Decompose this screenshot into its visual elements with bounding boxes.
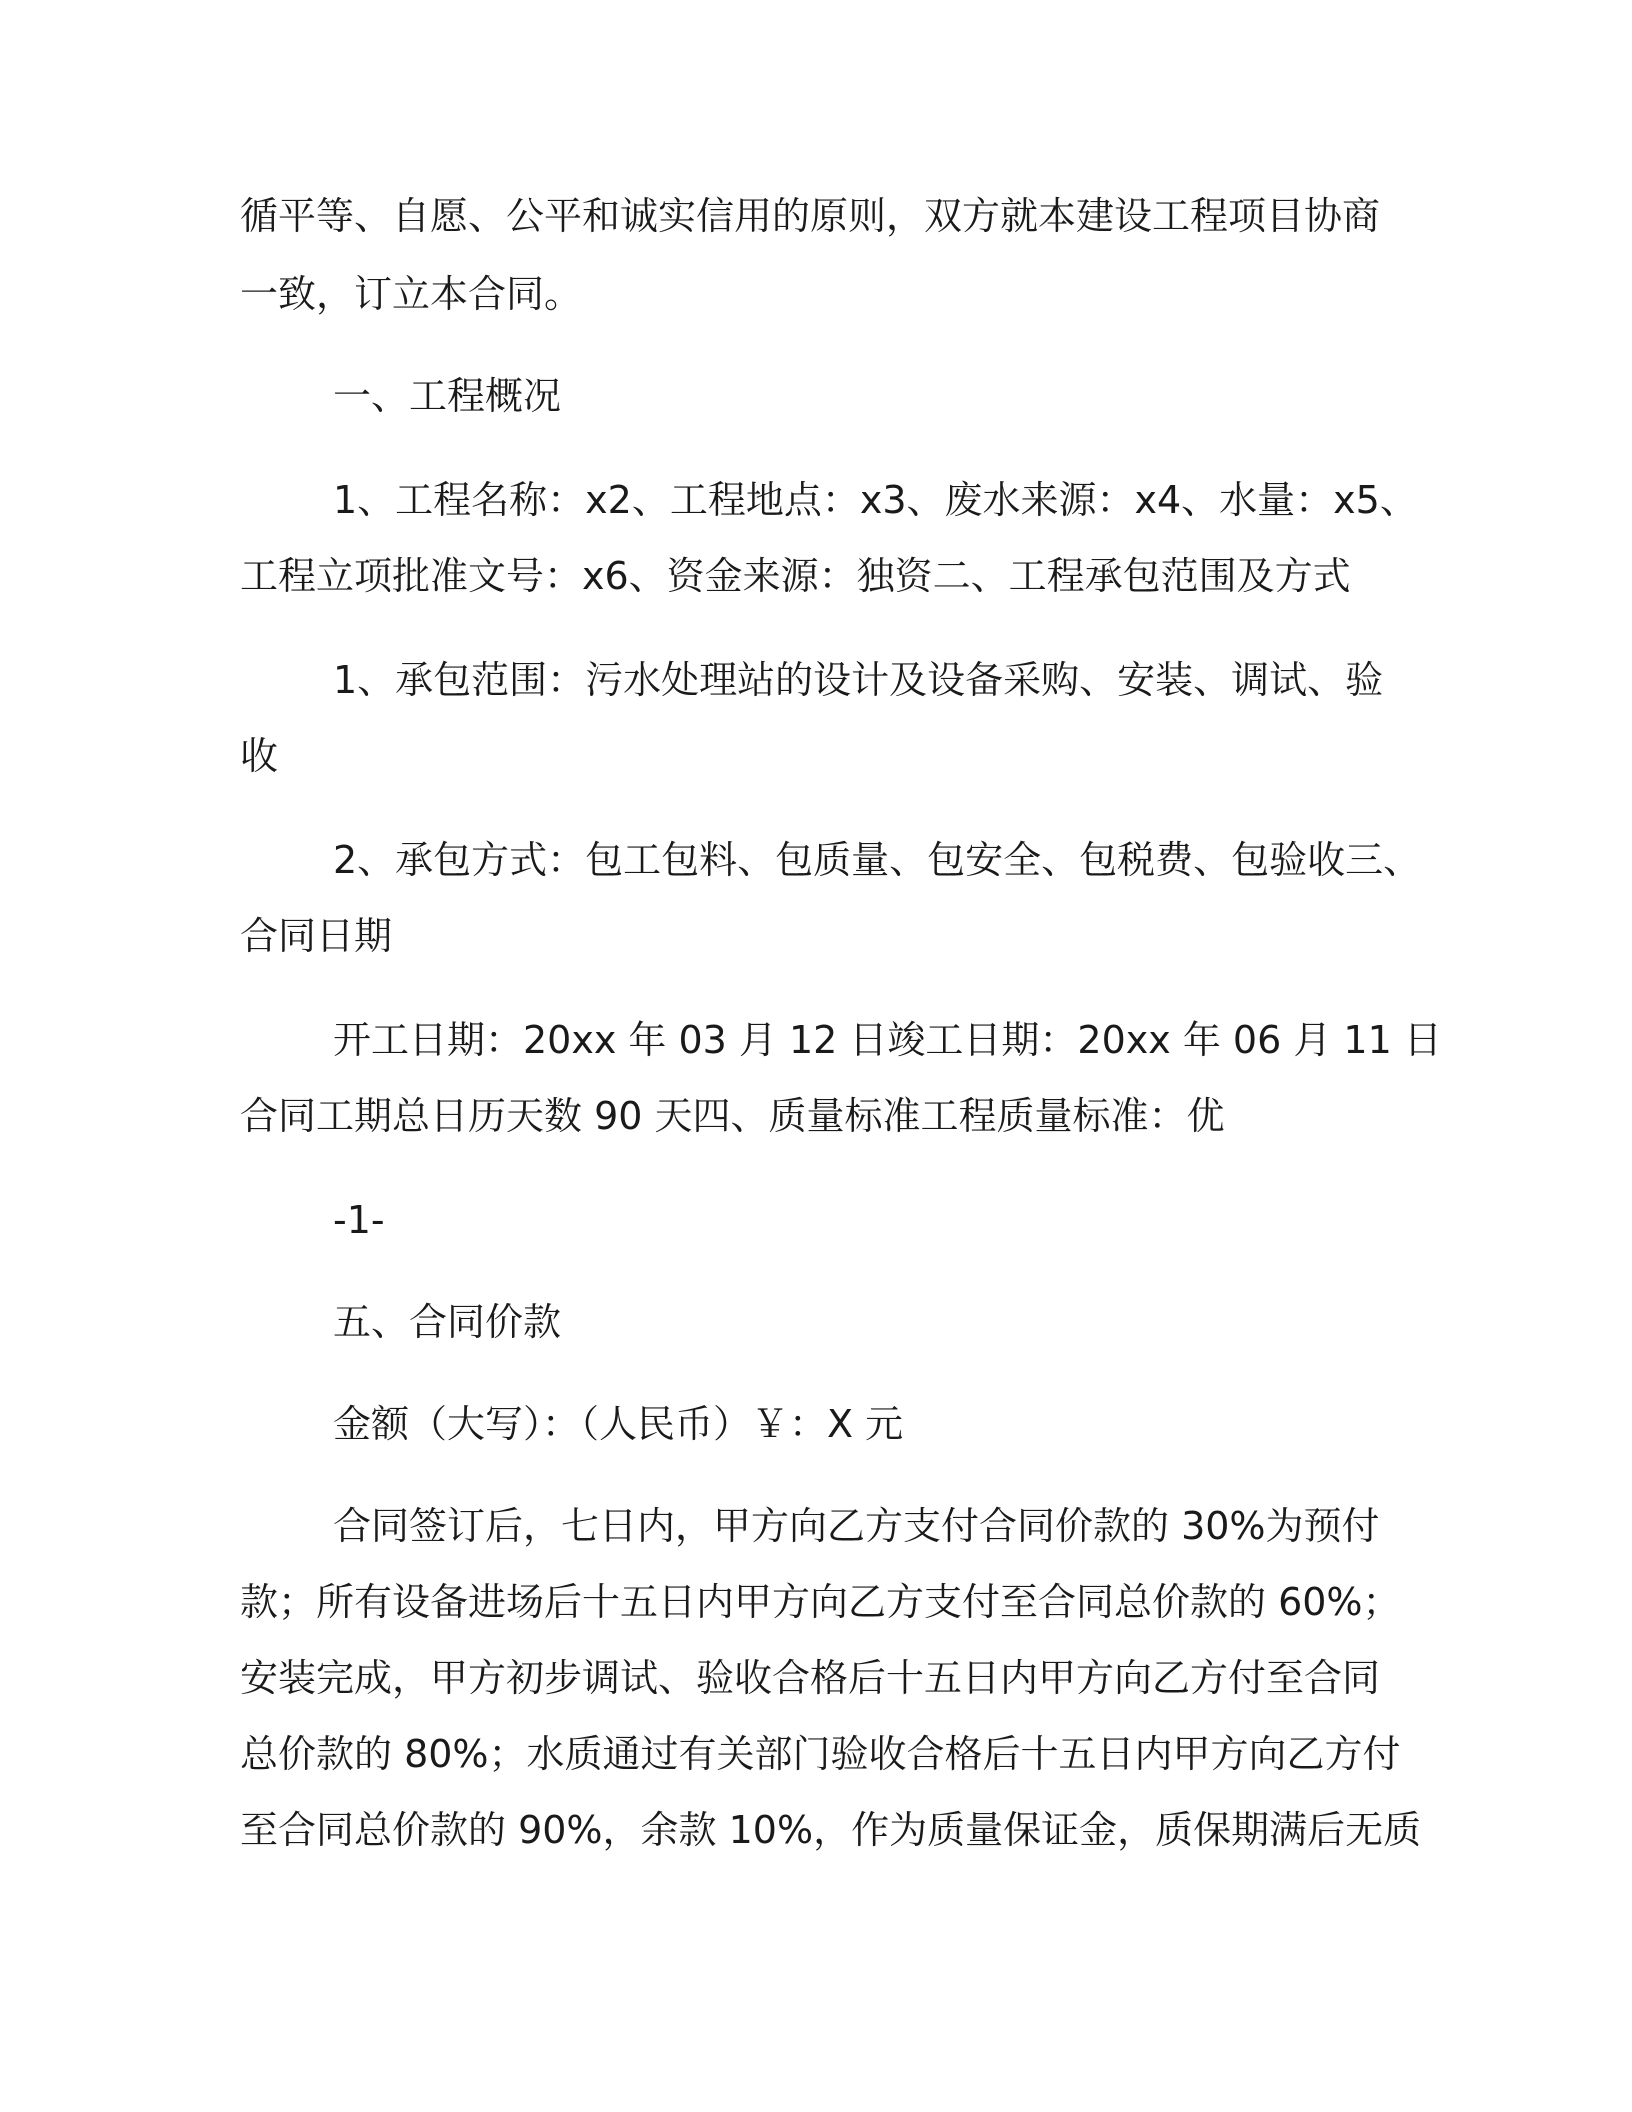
paragraph-line: 金额（大写）：（人民币）￥：X 元: [333, 1402, 904, 1446]
paragraph-line: 安装完成，甲方初步调试、验收合格后十五日内甲方向乙方付至合同: [240, 1656, 1381, 1700]
paragraph-line: 工程立项批准文号：x6、资金来源：独资二、工程承包范围及方式: [240, 554, 1351, 598]
paragraph-line: 开工日期：20xx 年 03 月 12 日竣工日期：20xx 年 06 月 11 日: [333, 1018, 1442, 1062]
paragraph-line: 合同工期总日历天数 90 天四、质量标准工程质量标准：优: [240, 1094, 1225, 1138]
paragraph-line: 收: [240, 734, 279, 778]
paragraph-line: 款；所有设备进场后十五日内甲方向乙方支付至合同总价款的 60%；: [240, 1580, 1401, 1624]
paragraph-line: 一致，订立本合同。: [240, 272, 583, 316]
paragraph-line: 至合同总价款的 90%，余款 10%，作为质量保证金，质保期满后无质: [240, 1808, 1422, 1852]
paragraph-line: 1、承包范围：污水处理站的设计及设备采购、安装、调试、验: [333, 658, 1384, 702]
paragraph-line: 合同日期: [240, 914, 393, 958]
paragraph-line: 循平等、自愿、公平和诚实信用的原则，双方就本建设工程项目协商: [240, 194, 1381, 238]
page-number: -1-: [333, 1198, 385, 1242]
section-heading: 一、工程概况: [333, 374, 562, 418]
paragraph-line: 总价款的 80%；水质通过有关部门验收合格后十五日内甲方向乙方付: [240, 1732, 1401, 1776]
paragraph-line: 2、承包方式：包工包料、包质量、包安全、包税费、包验收三、: [333, 838, 1422, 882]
paragraph-line: 合同签订后，七日内，甲方向乙方支付合同价款的 30%为预付: [333, 1504, 1380, 1548]
paragraph-line: 1、工程名称：x2、工程地点：x3、废水来源：x4、水量：x5、: [333, 478, 1418, 522]
section-heading: 五、合同价款: [333, 1300, 562, 1344]
